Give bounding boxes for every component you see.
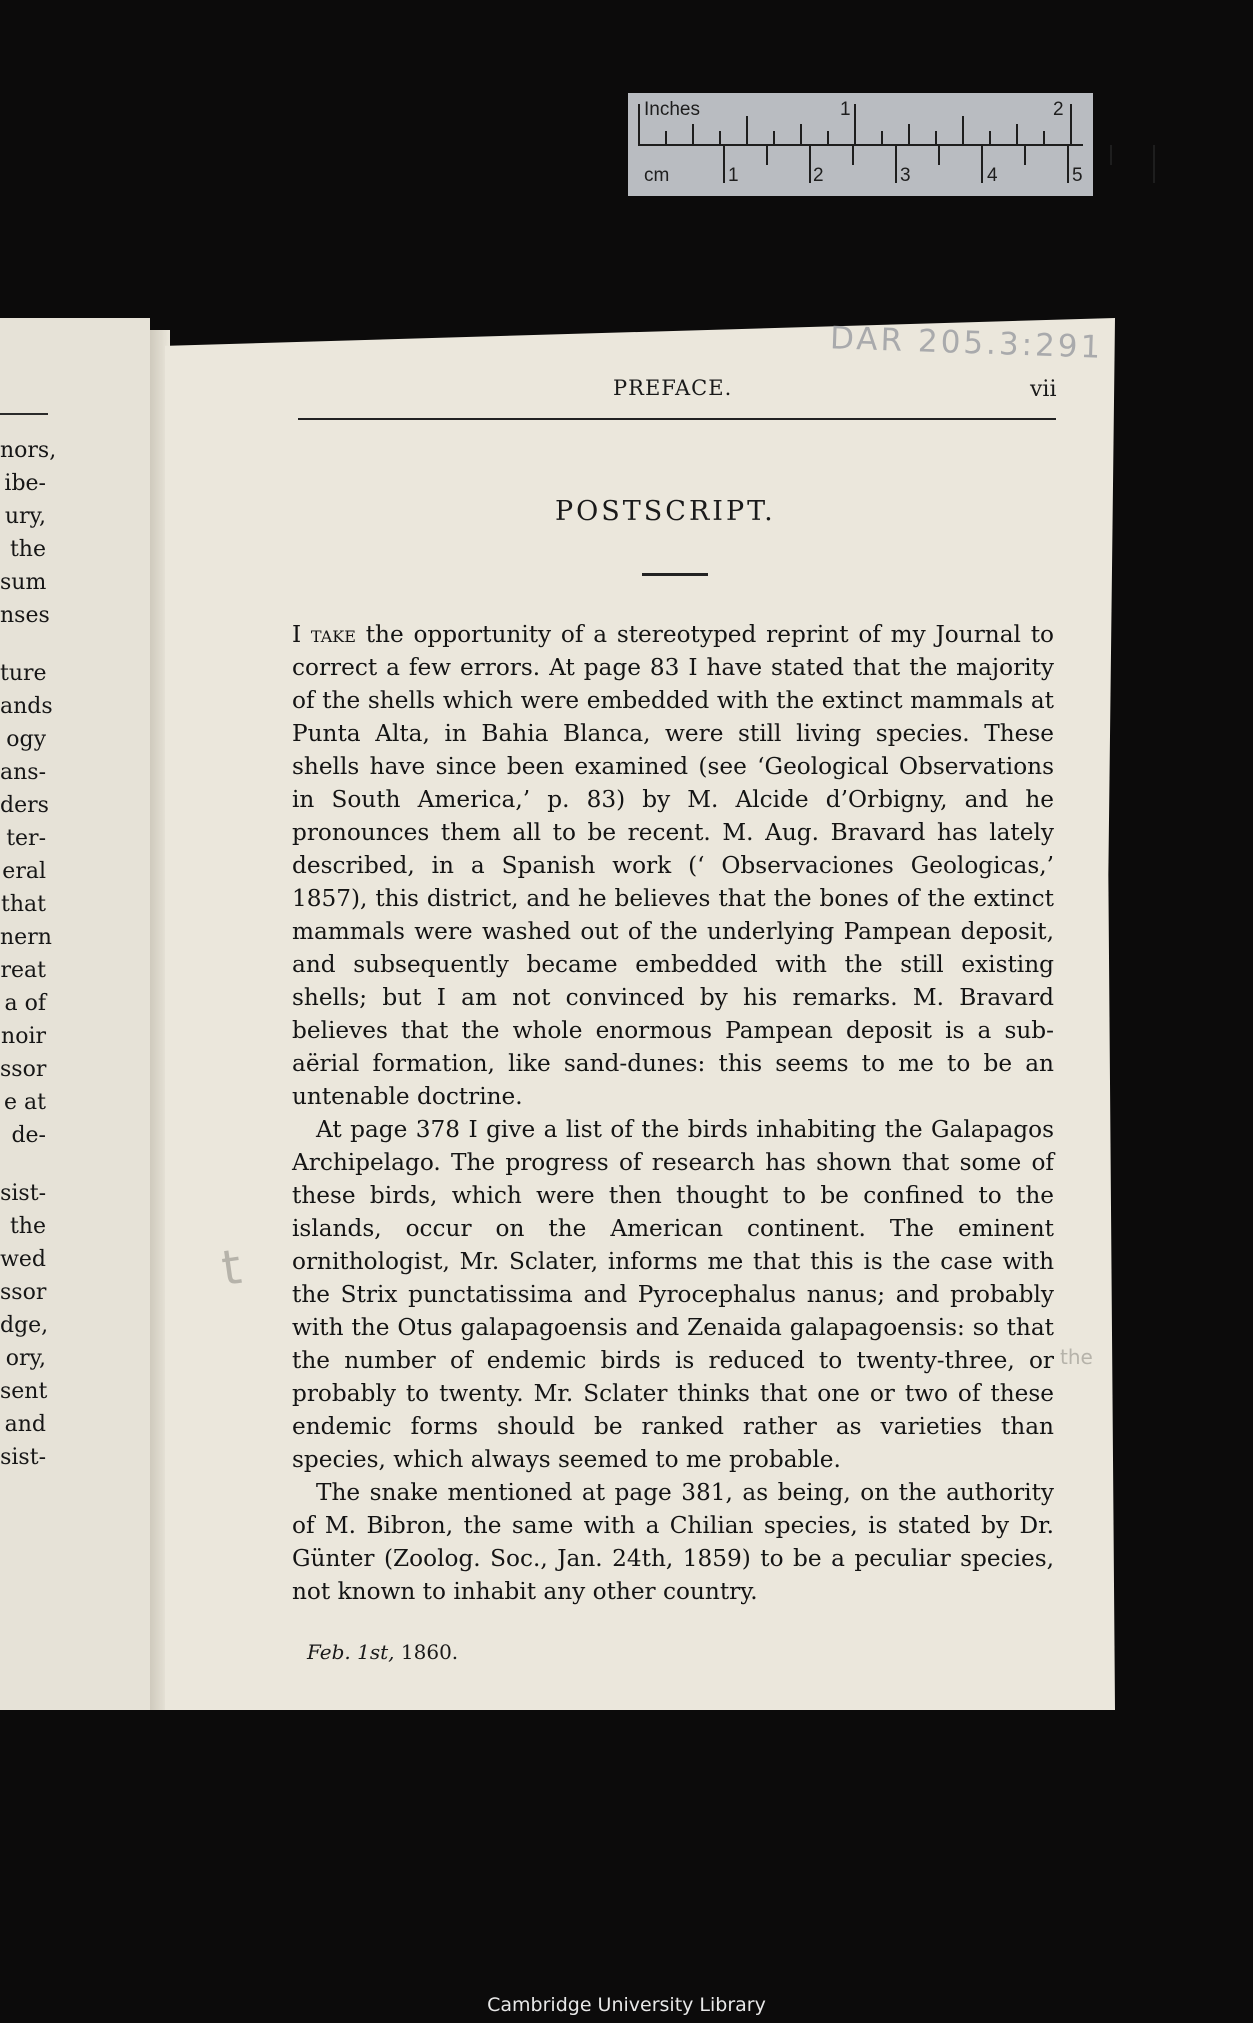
left-page-line: de- [11, 1123, 46, 1148]
left-page-line: sist- [0, 1445, 46, 1470]
library-credit: Cambridge University Library [487, 1994, 766, 2016]
page-title: POSTSCRIPT. [555, 496, 776, 527]
body-text [292, 618, 1054, 1608]
ruler-inch-tick [800, 124, 802, 144]
ruler-inch-tick [935, 131, 937, 144]
left-page-line: a of [4, 991, 46, 1016]
ruler-cm-tick [723, 145, 725, 183]
left-page-line: reat [0, 958, 46, 983]
ruler-inch-tick [773, 131, 775, 144]
left-page-line: ogy [6, 727, 46, 752]
ruler-inch-mark: 1 [840, 99, 851, 120]
left-page-line: nors, [0, 438, 57, 463]
ruler-inch-tick [854, 104, 856, 144]
left-page-line: ssor [0, 1057, 47, 1082]
left-page-line: sent [0, 1379, 48, 1404]
date-year: 1860. [400, 1640, 459, 1664]
left-page-line: the [9, 537, 46, 562]
ruler-cm-mark: 1 [728, 165, 739, 186]
left-page-line: nern [0, 925, 52, 950]
ruler-cm-tick [981, 145, 983, 183]
left-page-line: ders [0, 793, 49, 818]
page-number: vii [1030, 377, 1057, 402]
ruler-cm-mark: 5 [1072, 165, 1083, 186]
left-page-line: ury, [4, 504, 46, 529]
left-page-line: ory, [5, 1346, 46, 1371]
shelfmark-annotation: DAR 205.3:291 [829, 320, 1104, 366]
paragraph-text: At page 378 I give a list of the birds inhabiting the Galapagos Archipelago. The progress of research has shown that some of these birds, which were then thought to be confined to the islands, occur on the American continent. The eminent ornithologist, Mr. Sclater, informs me that this is the case with the Strix punctatissima and Pyrocephalus nanus; and probably with the Otus galapagoensis and Zenaida galapagoensis: so that the number of endemic birds is reduced to twenty-three, or probably to twenty. Mr. Sclater thinks that one or two of these endemic forms should be ranked rather as varieties than species, which always seemed to me probable. [292, 1116, 1054, 1473]
ruler-inch-tick [908, 124, 910, 144]
ruler-inch-tick [962, 116, 964, 144]
ruler-inch-tick [638, 104, 640, 144]
running-head: PREFACE. [613, 376, 733, 400]
left-page-line: sist- [0, 1181, 46, 1206]
ruler-cm-tick [852, 145, 854, 165]
ruler-inch-tick [665, 131, 667, 144]
paragraph-text: The snake mentioned at page 381, as being, on the authority of M. Bibron, the same with a Chilian species, is stated by Dr. Günter (Zoolog. Soc., Jan. 24th, 1859) to be a peculiar species, not known to inhabit any other country. [292, 1479, 1054, 1605]
paragraph-lead: I take [292, 621, 356, 648]
left-page-line: nses [0, 603, 50, 628]
left-page-line: ter- [6, 826, 46, 851]
scale-ruler [628, 93, 1093, 196]
paragraph [292, 1476, 1054, 1608]
left-page-line: dge, [0, 1313, 49, 1338]
ruler-inch-tick [1070, 104, 1072, 144]
ruler-inch-tick [1043, 131, 1045, 144]
ruler-cm-tick [895, 145, 897, 183]
left-page-line: e at [4, 1090, 46, 1115]
left-page-rule [0, 413, 48, 415]
ruler-inch-tick [692, 124, 694, 144]
left-page-line: ans- [0, 760, 47, 785]
header-rule [298, 418, 1056, 420]
ruler-cm-tick [809, 145, 811, 183]
paragraph [292, 1113, 1054, 1476]
ruler-inch-mark: 2 [1053, 99, 1064, 120]
paragraph-text: the opportunity of a stereotyped reprint of my Journal to correct a few errors. At page 83 I have stated that the majority of the shells which were embedded with the extinct mammals at Punta Alta, in Bahia Blanca, were still living species. These shells have since been examined (see ‘Geological Observations in South America,’ p. 83) by M. Alcide d’Orbigny, and he pronounces them all to be recent. M. Aug. Bravard has lately described, in a Spanish work (‘ Observaciones Geologicas,’ 1857), this district, and he believes that the bones of the extinct mammals were washed out of the underlying Pampean deposit, and subsequently became embedded with the still existing shells; but I am not convinced by his remarks. M. Bravard believes that the whole enormous Pampean deposit is a sub-aërial formation, like sand-dunes: this seems to me to be an untenable doctrine. [292, 621, 1055, 1110]
ruler-cm-mark: 4 [987, 165, 998, 186]
ruler-cm-mark: 3 [900, 165, 911, 186]
left-page-line: ture [0, 661, 47, 686]
left-page-line: ibe- [4, 471, 46, 496]
left-page-line: ands [0, 694, 53, 719]
pencil-right-mark: the [1060, 1345, 1093, 1369]
ruler-cm-tick [938, 145, 940, 165]
ruler-centerline [638, 144, 1083, 146]
ruler-cm-label: cm [644, 165, 670, 186]
ruler-inch-tick [881, 131, 883, 144]
ruler-cm-tick [1153, 145, 1155, 183]
ruler-inch-tick [1016, 124, 1018, 144]
ruler-inch-tick [746, 116, 748, 144]
ruler-cm-tick [766, 145, 768, 165]
ruler-cm-tick [1067, 145, 1069, 183]
ruler-cm-mark: 2 [813, 165, 824, 186]
left-page-line: and [4, 1412, 46, 1437]
ruler-inches-label: Inches [644, 99, 700, 120]
left-page-line: noir [1, 1024, 46, 1049]
title-rule [642, 573, 708, 576]
postscript-date [307, 1640, 458, 1664]
left-page-line: that [1, 892, 46, 917]
paragraph [292, 618, 1054, 1113]
date-month: Feb. 1st, [307, 1640, 395, 1664]
left-page-line: eral [2, 859, 46, 884]
left-page-line: sum [0, 570, 47, 595]
ruler-cm-tick [1024, 145, 1026, 165]
ruler-inch-tick [989, 131, 991, 144]
ruler-cm-tick [1110, 145, 1112, 165]
pencil-margin-mark: t [218, 1238, 245, 1298]
ruler-inch-tick [827, 131, 829, 144]
ruler-inch-tick [719, 131, 721, 144]
left-page-line: the [9, 1214, 46, 1239]
left-page-line: wed [0, 1247, 46, 1272]
left-page-line: ssor [0, 1280, 47, 1305]
